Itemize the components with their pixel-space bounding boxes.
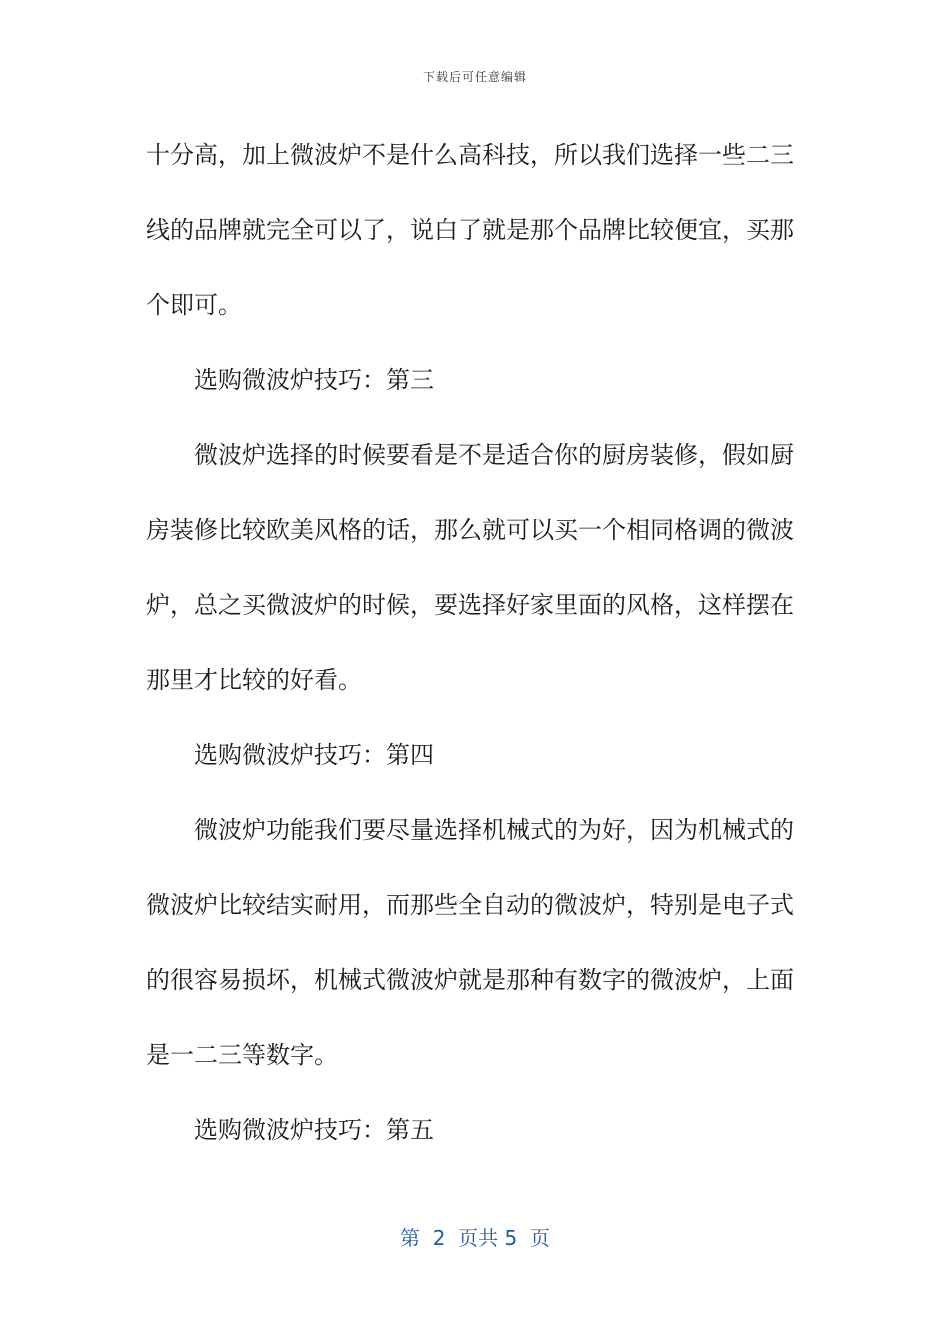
paragraph-line: 炉，总之买微波炉的时候，要选择好家里面的风格，这样摆在 <box>146 591 794 619</box>
paragraph-line: 微波炉选择的时候要看是不是适合你的厨房装修，假如厨 <box>194 441 794 469</box>
paragraph-line: 是一二三等数字。 <box>146 1041 338 1069</box>
section-heading: 选购微波炉技巧：第五 <box>194 1116 434 1144</box>
paragraph-line: 的很容易损坏，机械式微波炉就是那种有数字的微波炉，上面 <box>146 966 794 994</box>
header-note: 下载后可任意编辑 <box>422 70 527 84</box>
section-heading: 选购微波炉技巧：第四 <box>194 741 434 769</box>
paragraph-line: 微波炉功能我们要尽量选择机械式的为好，因为机械式的 <box>194 816 794 844</box>
paragraph-line: 微波炉比较结实耐用，而那些全自动的微波炉，特别是电子式 <box>146 891 794 919</box>
section-heading: 选购微波炉技巧：第三 <box>194 366 434 394</box>
paragraph-line: 十分高，加上微波炉不是什么高科技，所以我们选择一些二三 <box>146 141 794 169</box>
document-body <box>146 118 794 1168</box>
paragraph-line: 房装修比较欧美风格的话，那么就可以买一个相同格调的微波 <box>146 516 794 544</box>
paragraph-line: 个即可。 <box>146 291 242 319</box>
paragraph-line: 那里才比较的好看。 <box>146 666 362 694</box>
paragraph-line: 线的品牌就完全可以了，说白了就是那个品牌比较便宜，买那 <box>146 216 794 244</box>
page-number: 第 2 页共 5 页 <box>400 1226 550 1250</box>
